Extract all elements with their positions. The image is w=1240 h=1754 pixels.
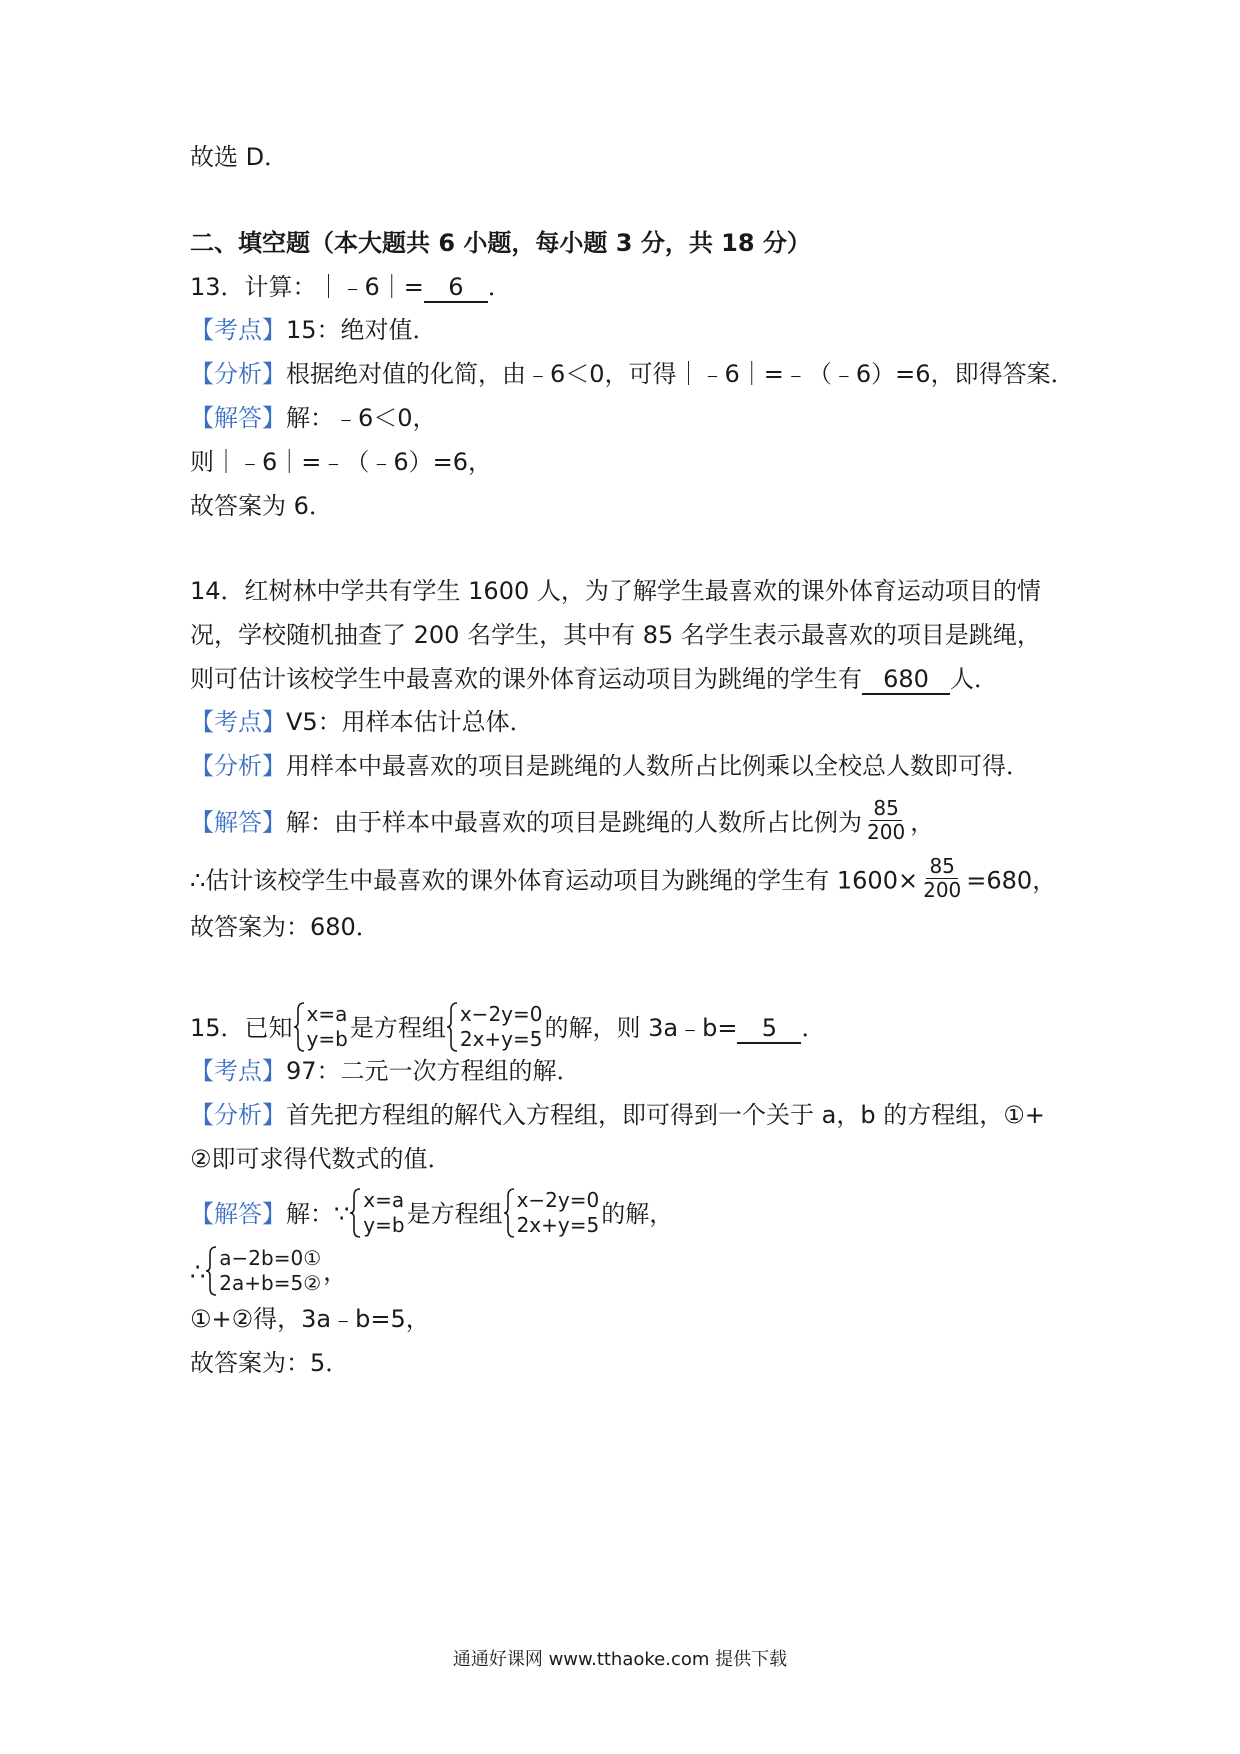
fenxi-line: 【分析】首先把方程组的解代入方程组，即可得到一个关于 a，b 的方程组，①+ [190, 1101, 1045, 1129]
jieda-line: 【解答】解：﹣6＜0， [190, 404, 437, 432]
fraction: $\frac{85}{200}$ [923, 854, 962, 902]
text-line: 则｜﹣6｜=﹣（﹣6）=6， [190, 448, 493, 476]
question-13: 13．计算：｜﹣6｜= 6 ． [190, 273, 512, 301]
text-line: 故答案为 6． [190, 492, 333, 520]
answer-blank: 6 [424, 273, 488, 303]
answer-blank: 5 [737, 1014, 801, 1044]
text-line: 故选 D． [190, 143, 289, 171]
section-heading: 二、填空题（本大题共 6 小题，每小题 3 分，共 18 分） [190, 229, 811, 257]
kaodian-line: 【考点】15：绝对值． [190, 316, 437, 344]
kaodian-tag: 【考点】 [190, 1057, 286, 1085]
kaodian-line: 【考点】97：二元一次方程组的解． [190, 1057, 581, 1085]
fenxi-line: 【分析】根据绝对值的化简，由﹣6＜0，可得｜﹣6｜=﹣（﹣6）=6，即得答案． [190, 360, 1075, 388]
question-14: 14．红树林中学共有学生 1600 人，为了解学生最喜欢的课外体育运动项目的情 [190, 577, 1041, 605]
equation-system: x=a y=b [293, 1002, 350, 1052]
equation-system: x=a y=b [349, 1188, 406, 1238]
fraction: $\frac{85}{200}$ [867, 796, 906, 844]
jieda-tag: 【解答】 [190, 808, 286, 837]
text-line: ①+②得，3a﹣b=5， [190, 1305, 430, 1333]
text-line: ②即可求得代数式的值． [190, 1145, 452, 1173]
jieda-tag: 【解答】 [190, 1200, 286, 1228]
kaodian-line: 【考点】V5：用样本估计总体． [190, 708, 534, 736]
text-line: ∴ a−2b=0① 2a+b=5② ， [190, 1246, 348, 1295]
equation-system: x−2y=0 2x+y=5 [503, 1188, 602, 1238]
page-footer: 通通好课网 www.tthaoke.com 提供下载 [452, 1649, 788, 1670]
left-brace-icon [446, 1002, 458, 1052]
kaodian-tag: 【考点】 [190, 316, 286, 344]
jieda-line: 【解答】解：∵ x=a y=b 是方程组 x−2y=0 2x+y=5 的解， [190, 1188, 674, 1237]
jieda-line: 【解答】解：由于样本中最喜欢的项目是跳绳的人数所占比例为 $\frac{85}{200}$ ， [190, 796, 935, 844]
text-line: 则可估计该校学生中最喜欢的课外体育运动项目为跳绳的学生有 680 人． [190, 665, 998, 693]
text-line: 故答案为：5． [190, 1349, 350, 1377]
left-brace-icon [293, 1002, 305, 1052]
jieda-tag: 【解答】 [190, 404, 286, 432]
fenxi-tag: 【分析】 [190, 360, 286, 388]
text-line: ∴估计该校学生中最喜欢的课外体育运动项目为跳绳的学生有 1600× $\frac{85}{200}$ =680， [190, 854, 1057, 902]
left-brace-icon [349, 1188, 361, 1238]
kaodian-tag: 【考点】 [190, 708, 286, 736]
question-15: 15．已知 x=a y=b 是方程组 x−2y=0 2x+y=5 的解，则 3a﹣b= 5 ． [190, 1002, 826, 1051]
answer-blank: 680 [862, 665, 950, 695]
text-line: 况，学校随机抽查了 200 名学生，其中有 85 名学生表示最喜欢的项目是跳绳， [190, 621, 1041, 649]
fenxi-tag: 【分析】 [190, 752, 286, 780]
equation-system: a−2b=0① 2a+b=5② [205, 1246, 323, 1296]
fenxi-tag: 【分析】 [190, 1101, 286, 1129]
equation-system: x−2y=0 2x+y=5 [446, 1002, 545, 1052]
text-line: 故答案为：680． [190, 913, 380, 941]
fenxi-line: 【分析】用样本中最喜欢的项目是跳绳的人数所占比例乘以全校总人数即可得． [190, 752, 1030, 780]
left-brace-icon [205, 1246, 217, 1296]
left-brace-icon [503, 1188, 515, 1238]
